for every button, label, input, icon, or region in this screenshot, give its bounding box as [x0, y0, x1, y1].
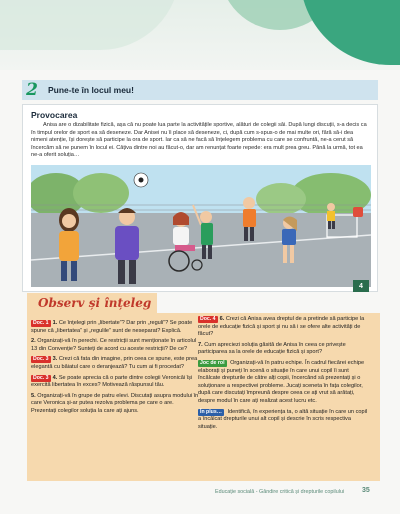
question-text: Organizați-vă în patru echipe. În cadrul fiecărei echipe elaborați și puneți în scenă o situație în care unui copil îi sunt încălcate drepturile de către alți copii, încercând să prezentați și o soluționare a respectivei probleme. Jucați sceneta în fața colegilor, după care discutați împreună despre ceea ce ați vrut să arătați, despre modul în care ați realizat acest lucru etc.: [198, 359, 365, 404]
question-number: 5.: [31, 392, 36, 399]
sign: [353, 207, 363, 217]
observ-right-column: [198, 316, 368, 434]
question-item: [31, 320, 199, 335]
doc-tag: Doc. 4: [200, 316, 216, 322]
question-text: Crezi că fata din imagine, prin ceea ce spune, este prea elegantă cu băiatul care o deranjează? Tu cum ai fi procedat?: [31, 356, 198, 370]
question-number: 7.: [198, 341, 203, 348]
doc-tag: Doc. 3: [33, 374, 49, 381]
schoolyard-illustration: [31, 165, 371, 287]
question-text: Ce înțelegi prin „libertate”? Dar prin „reguli”? Se poate spune că „libertatea” și „regulile” sunt de neseparat? Explică.: [31, 320, 193, 334]
page-number: 35: [362, 487, 370, 494]
decorative-wave: [0, 0, 180, 50]
extra-tag: În plus…: [200, 408, 222, 415]
question-number: 2.: [31, 338, 36, 345]
section-header: [22, 80, 378, 100]
footer-subject: Educație socială - Gândire critică și drepturile copilului: [215, 489, 345, 495]
question-item: [198, 409, 368, 432]
question-item: [198, 316, 368, 339]
decorative-wave: [300, 0, 400, 65]
question-text: Identifică, în experiența ta, o altă situație în care un copil a încălcat drepturile unui alt copil și descrie în scris respectiva situație.: [198, 408, 368, 430]
question-item: [31, 356, 199, 371]
question-text: Se poate aprecia că o parte dintre colegii Veronicăi își exercită libertatea în exces? Motivează răspunsul tău.: [31, 374, 193, 389]
doc-tag: Doc. 1: [33, 320, 49, 326]
question-number: 4.: [52, 374, 58, 381]
observ-title: Observ și înțeleg: [38, 296, 152, 310]
question-number: 1.: [52, 320, 58, 326]
question-number: 3.: [52, 356, 58, 363]
question-item: [31, 375, 199, 390]
question-text: Organizați-vă în grupe de patru elevi. Discutați asupra modului în care Veronica și-ar putea rezolva problema pe care o are. Prezentați colegilor soluția la care ați ajuns.: [31, 392, 199, 414]
question-number: 6.: [219, 316, 225, 322]
question-item: [31, 338, 199, 353]
question-item: [198, 360, 368, 406]
doc-tag: Doc. 3: [33, 356, 49, 363]
observ-left-column: [31, 320, 199, 419]
question-text: Organizați-vă în perechi. Ce restricții sunt menționate în articolul 13 din Convenție? Sunteți de acord cu aceste restricții? De ce?: [31, 338, 197, 352]
provocare-text: Anisa are o dizabilitate fizică, așa că nu poate lua parte la activitățile sportive, alături de colegii săi. După lungi discuții, s-a decis ca în timpul orelor de sport ea să deseneze. Dar Anisei nu îi place să deseneze, ci, după cum s-spus-o de mai multe ori, fără să-i dea nimeni atenție, își dorește să participe la ora de sport. Iar ca să ne facă să înțelegem problema cu care se confruntă, ne-a cerut să încercăm să ne punem în locul ei. Câțiva dintre noi au făcut-o, dar am renunțat foarte repede: era mult prea greu. Până la urmă, tot ea ne-a oferit soluția…: [31, 122, 367, 159]
question-item: [198, 342, 368, 357]
section-title: Pune-te în locul meu!: [48, 85, 134, 95]
question-text: Crezi că Anisa avea dreptul de a pretinde să participe la orele de educație fizică și sport și nu să i se ofere alte activități de făcut?: [198, 316, 365, 338]
section-number: 2: [26, 80, 38, 100]
question-item: [31, 393, 199, 416]
goalkeeper-character: [327, 203, 335, 229]
role-play-tag: Joc de rol: [200, 359, 225, 366]
question-text: Cum apreciezi soluția găsită de Anisa în ceea ce privește participarea sa la orele de educație fizică și sport?: [198, 341, 346, 356]
provocare-title: Provocarea: [31, 110, 78, 120]
provocare-box: [22, 104, 378, 292]
decorative-header-band: [0, 0, 400, 70]
figure-number-badge: 4: [353, 280, 369, 292]
